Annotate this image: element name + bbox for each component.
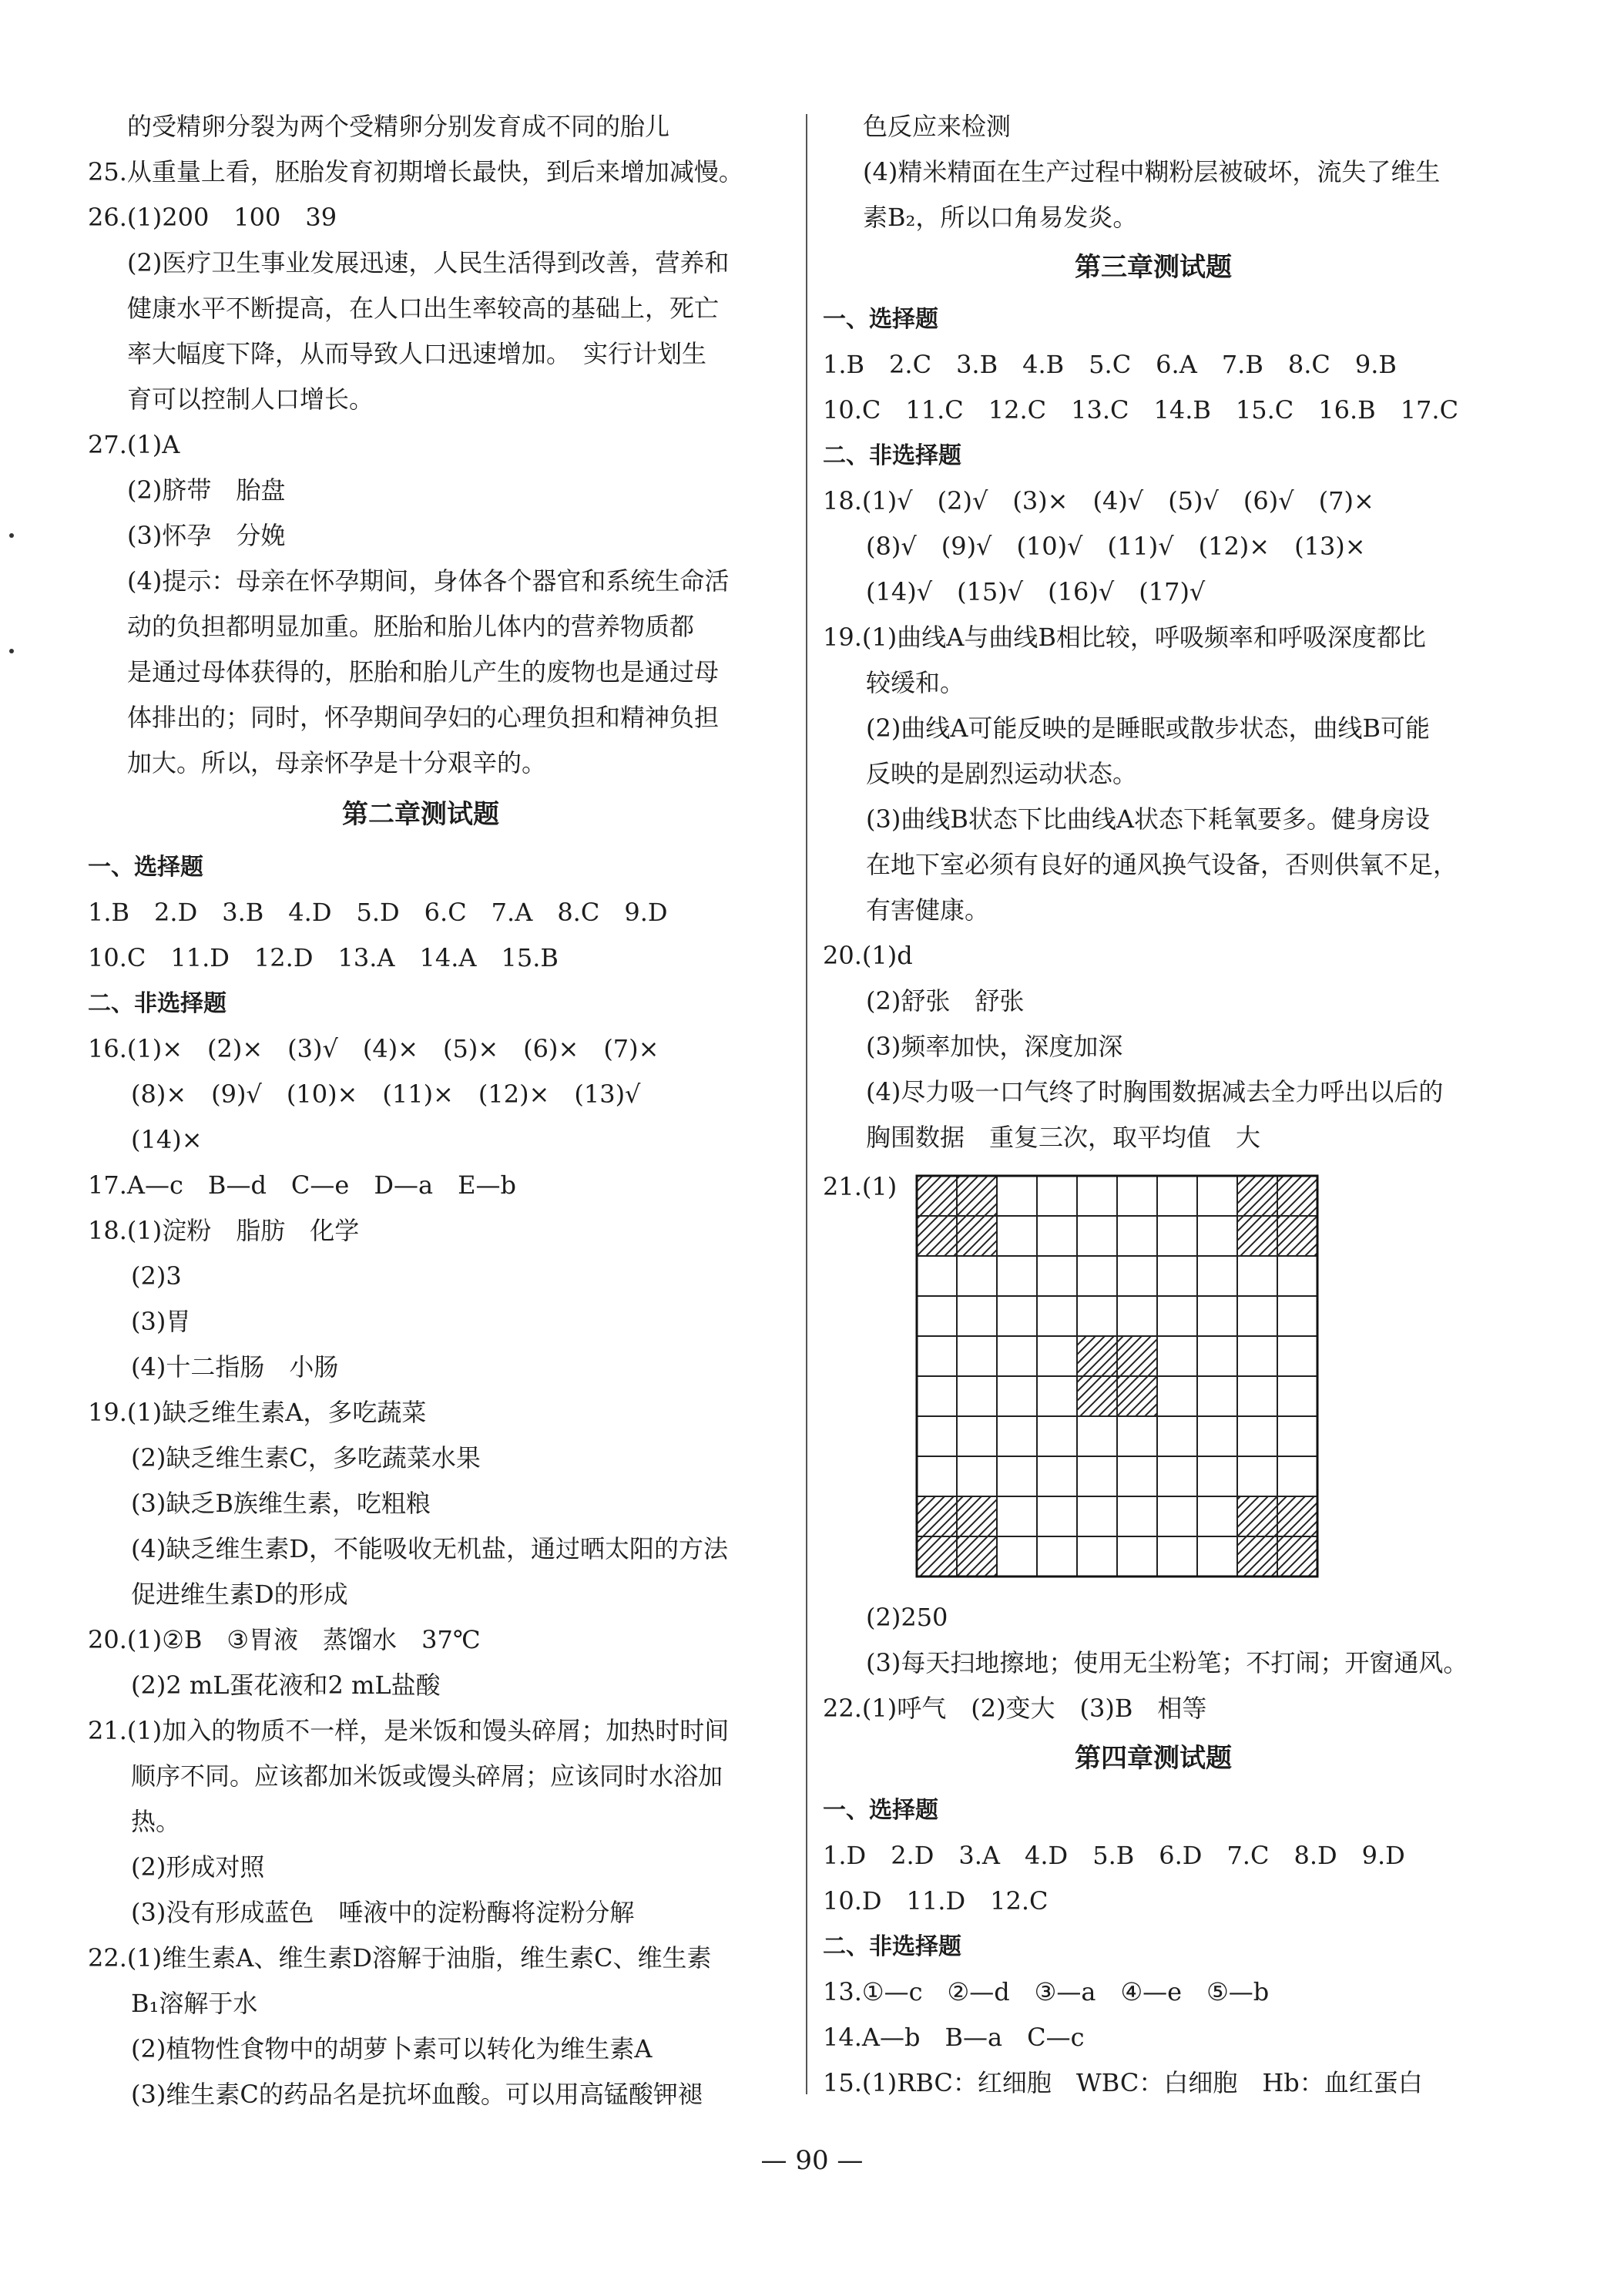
answer-line: (2)医疗卫生事业发展迅速，人民生活得到改善，营养和: [127, 248, 730, 277]
grid-cell: [997, 1496, 1037, 1536]
grid-cell: [997, 1256, 1037, 1296]
answer-line: 22.(1)维生素A、维生素D溶解于油脂，维生素C、维生素: [88, 1943, 712, 1973]
grid-cell: [1237, 1376, 1277, 1416]
answer-line: (2)2 mL蛋花液和2 mL盐酸: [131, 1670, 441, 1700]
grid-cell: [1117, 1216, 1157, 1256]
answer-line: 13.①—c ②—d ③—a ④—e ⑤—b: [823, 1977, 1270, 2006]
grid-cell-shaded: [957, 1496, 997, 1536]
grid-cell: [1117, 1296, 1157, 1336]
grid-cell: [1237, 1296, 1277, 1336]
grid-cell: [1117, 1496, 1157, 1536]
answer-line: (8)× (9)√ (10)× (11)× (12)× (13)√: [131, 1080, 641, 1109]
answer-line: 体排出的；同时，怀孕期间孕妇的心理负担和精神负担: [127, 703, 720, 732]
grid-svg: [915, 1174, 1324, 1583]
answer-line: 20.(1)②B ③胃液 蒸馏水 37℃: [88, 1625, 481, 1654]
answer-line: (3)每天扫地擦地；使用无尘粉笔；不打闹；开窗通风。: [866, 1648, 1468, 1677]
section-heading: 二、非选择题: [823, 1933, 961, 1960]
grid-cell: [1237, 1456, 1277, 1496]
grid-cell-shaded: [917, 1216, 957, 1256]
grid-cell: [1077, 1536, 1117, 1576]
grid-cell: [1277, 1336, 1317, 1376]
grid-cell-shaded: [957, 1536, 997, 1576]
answer-line: 22.(1)呼气 (2)变大 (3)B 相等: [823, 1694, 1207, 1723]
shaded-grid-figure: [915, 1174, 1324, 1589]
answer-line: 19.(1)缺乏维生素A，多吃蔬菜: [88, 1398, 427, 1427]
answer-line: (2)缺乏维生素C，多吃蔬菜水果: [131, 1443, 481, 1472]
grid-cell: [1157, 1176, 1197, 1216]
grid-cell-shaded: [957, 1176, 997, 1216]
grid-cell: [997, 1336, 1037, 1376]
grid-cell: [917, 1376, 957, 1416]
grid-cell: [1157, 1496, 1197, 1536]
answer-line: 较缓和。: [866, 668, 965, 697]
grid-cell: [1277, 1376, 1317, 1416]
grid-cell-shaded: [1077, 1376, 1117, 1416]
answer-line: (3)没有形成蓝色 唾液中的淀粉酶将淀粉分解: [131, 1898, 635, 1927]
answer-line: 19.(1)曲线A与曲线B相比较，呼吸频率和呼吸深度都比: [823, 623, 1426, 652]
grid-cell: [917, 1456, 957, 1496]
grid-cell: [1077, 1496, 1117, 1536]
grid-cell-shaded: [1277, 1176, 1317, 1216]
grid-cell: [1077, 1296, 1117, 1336]
grid-cell: [1197, 1496, 1237, 1536]
answer-line: (2)250: [866, 1603, 948, 1632]
grid-cell: [1157, 1336, 1197, 1376]
answer-line: (4)精米精面在生产过程中糊粉层被破坏，流失了维生: [863, 157, 1441, 186]
answer-line: 的受精卵分裂为两个受精卵分别发育成不同的胎儿: [127, 112, 670, 141]
answer-line: (3)怀孕 分娩: [127, 521, 286, 550]
grid-cell: [1157, 1456, 1197, 1496]
grid-cell: [1077, 1256, 1117, 1296]
answer-line: 顺序不同。应该都加米饭或馒头碎屑；应该同时水浴加: [131, 1761, 723, 1791]
answer-line: (3)缺乏B族维生素，吃粗粮: [131, 1489, 431, 1518]
grid-cell: [1157, 1376, 1197, 1416]
grid-cell: [997, 1456, 1037, 1496]
grid-cell-shaded: [1277, 1216, 1317, 1256]
grid-cell-shaded: [917, 1496, 957, 1536]
grid-cell-shaded: [1277, 1496, 1317, 1536]
answer-line: 21.(1): [823, 1172, 898, 1201]
answer-line: 10.C 11.D 12.D 13.A 14.A 15.B: [88, 943, 559, 972]
grid-cell: [1077, 1176, 1117, 1216]
grid-cell: [1037, 1336, 1077, 1376]
answer-line: (2)形成对照: [131, 1852, 265, 1882]
column-divider: [806, 114, 807, 2094]
grid-cell: [917, 1336, 957, 1376]
grid-cell-shaded: [917, 1176, 957, 1216]
grid-cell: [1197, 1336, 1237, 1376]
grid-cell: [997, 1376, 1037, 1416]
answer-line: (3)胃: [131, 1307, 191, 1336]
answer-line: (14)×: [131, 1125, 203, 1154]
grid-cell-shaded: [1237, 1496, 1277, 1536]
grid-cell: [1197, 1456, 1237, 1496]
answer-line: (2)脐带 胎盘: [127, 475, 286, 505]
grid-cell-shaded: [1237, 1536, 1277, 1576]
grid-cell: [1277, 1456, 1317, 1496]
answer-line: 有害健康。: [866, 895, 990, 925]
grid-cell: [1037, 1536, 1077, 1576]
answer-line: 17.A—c B—d C—e D—a E—b: [88, 1170, 516, 1200]
page-number: — 90 —: [760, 2145, 864, 2176]
grid-cell: [1157, 1216, 1197, 1256]
answer-line: 25.从重量上看，胚胎发育初期增长最快，到后来增加减慢。: [88, 157, 743, 186]
grid-cell-shaded: [1237, 1176, 1277, 1216]
answer-line: 热。: [131, 1807, 181, 1836]
grid-cell: [957, 1336, 997, 1376]
grid-cell: [1117, 1176, 1157, 1216]
chapter-heading: 第三章测试题: [1075, 252, 1232, 283]
answer-line: 素B₂，所以口角易发炎。: [863, 203, 1138, 232]
grid-cell: [957, 1416, 997, 1456]
grid-cell: [1117, 1456, 1157, 1496]
grid-cell: [997, 1416, 1037, 1456]
grid-cell: [997, 1536, 1037, 1576]
grid-cell-shaded: [1077, 1336, 1117, 1376]
answer-line: 1.D 2.D 3.A 4.D 5.B 6.D 7.C 8.D 9.D: [823, 1841, 1405, 1870]
answer-line: 1.B 2.D 3.B 4.D 5.D 6.C 7.A 8.C 9.D: [88, 898, 668, 927]
grid-cell: [1157, 1536, 1197, 1576]
grid-cell: [1277, 1256, 1317, 1296]
answer-line: (4)十二指肠 小肠: [131, 1352, 339, 1382]
answer-line: (2)曲线A可能反映的是睡眠或散步状态，曲线B可能: [866, 714, 1430, 743]
grid-cell: [1197, 1416, 1237, 1456]
answer-line: (3)维生素C的药品名是抗坏血酸。可以用高锰酸钾褪: [131, 2080, 703, 2109]
grid-cell-shaded: [1237, 1216, 1277, 1256]
grid-cell: [917, 1296, 957, 1336]
grid-cell: [1237, 1336, 1277, 1376]
grid-cell: [917, 1416, 957, 1456]
answer-line: 10.C 11.C 12.C 13.C 14.B 15.C 16.B 17.C: [823, 395, 1459, 425]
section-heading: 一、选择题: [823, 306, 938, 333]
grid-cell: [1077, 1416, 1117, 1456]
answer-line: 1.B 2.C 3.B 4.B 5.C 6.A 7.B 8.C 9.B: [823, 350, 1397, 379]
answer-line: 加大。所以，母亲怀孕是十分艰辛的。: [127, 748, 547, 777]
grid-cell: [1037, 1216, 1077, 1256]
grid-cell: [1197, 1536, 1237, 1576]
answer-line: 促进维生素D的形成: [131, 1580, 348, 1609]
chapter-heading: 第二章测试题: [342, 799, 499, 830]
grid-cell: [957, 1296, 997, 1336]
grid-cell-shaded: [1277, 1536, 1317, 1576]
answer-line: (3)曲线B状态下比曲线A状态下耗氧要多。健身房设: [866, 804, 1430, 834]
grid-cell: [1117, 1416, 1157, 1456]
answer-line: 健康水平不断提高，在人口出生率较高的基础上，死亡: [127, 294, 720, 323]
section-heading: 二、非选择题: [823, 442, 961, 469]
grid-cell: [997, 1216, 1037, 1256]
grid-cell: [1157, 1256, 1197, 1296]
grid-cell: [917, 1256, 957, 1296]
grid-cell: [1237, 1256, 1277, 1296]
answer-line: 率大幅度下降，从而导致人口迅速增加。 实行计划生: [127, 339, 707, 368]
grid-cell: [1037, 1176, 1077, 1216]
answer-line: (4)尽力吸一口气终了时胸围数据减去全力呼出以后的: [866, 1077, 1444, 1106]
section-heading: 一、选择题: [88, 854, 203, 881]
grid-cell-shaded: [1117, 1336, 1157, 1376]
answer-line: 18.(1)√ (2)√ (3)× (4)√ (5)√ (6)√ (7)×: [823, 486, 1374, 515]
grid-cell: [1077, 1216, 1117, 1256]
answer-line: (14)√ (15)√ (16)√ (17)√: [866, 577, 1206, 606]
grid-cell: [1037, 1416, 1077, 1456]
answer-line: (8)√ (9)√ (10)√ (11)√ (12)× (13)×: [866, 532, 1366, 561]
answer-line: (3)频率加快，深度加深: [866, 1032, 1123, 1061]
answer-line: 育可以控制人口增长。: [127, 384, 374, 414]
grid-cell: [1117, 1536, 1157, 1576]
answer-line: 16.(1)× (2)× (3)√ (4)× (5)× (6)× (7)×: [88, 1034, 659, 1063]
grid-cell: [1157, 1296, 1197, 1336]
answer-line: (2)植物性食物中的胡萝卜素可以转化为维生素A: [131, 2034, 653, 2063]
chapter-heading: 第四章测试题: [1075, 1743, 1232, 1774]
grid-cell: [1157, 1416, 1197, 1456]
grid-cell: [1197, 1216, 1237, 1256]
grid-cell-shaded: [917, 1536, 957, 1576]
grid-cell: [1037, 1296, 1077, 1336]
grid-cell: [1197, 1376, 1237, 1416]
grid-cell: [957, 1456, 997, 1496]
answer-line: 26.(1)200 100 39: [88, 203, 337, 232]
grid-cell: [957, 1376, 997, 1416]
answer-line: (2)3: [131, 1261, 182, 1291]
answer-line: 色反应来检测: [863, 112, 1012, 141]
section-heading: 一、选择题: [823, 1797, 938, 1824]
answer-line: 在地下室必须有良好的通风换气设备，否则供氧不足，: [866, 850, 1458, 879]
answer-line: B₁溶解于水: [131, 1989, 258, 2018]
answer-line: (4)提示：母亲在怀孕期间，身体各个器官和系统生命活: [127, 566, 730, 596]
grid-cell: [1117, 1256, 1157, 1296]
grid-cell: [1037, 1256, 1077, 1296]
answer-line: (4)缺乏维生素D，不能吸收无机盐，通过晒太阳的方法: [131, 1534, 728, 1563]
margin-dot: [9, 649, 14, 653]
answer-line: 14.A—b B—a C—c: [823, 2023, 1085, 2052]
grid-cell: [1237, 1416, 1277, 1456]
answer-line: 27.(1)A: [88, 430, 180, 459]
grid-cell-shaded: [1117, 1376, 1157, 1416]
section-heading: 二、非选择题: [88, 990, 226, 1017]
answer-line: 反映的是剧烈运动状态。: [866, 759, 1138, 788]
grid-cell: [1197, 1256, 1237, 1296]
answer-line: 动的负担都明显加重。胚胎和胎儿体内的营养物质都: [127, 612, 695, 641]
margin-dot: [9, 533, 14, 538]
grid-cell: [1197, 1296, 1237, 1336]
grid-cell: [1277, 1296, 1317, 1336]
grid-cell: [1037, 1456, 1077, 1496]
answer-line: 21.(1)加入的物质不一样，是米饭和馒头碎屑；加热时时间: [88, 1716, 730, 1745]
grid-cell-shaded: [957, 1216, 997, 1256]
grid-cell: [957, 1256, 997, 1296]
answer-line: 20.(1)d: [823, 941, 913, 970]
grid-cell: [1077, 1456, 1117, 1496]
grid-cell: [997, 1176, 1037, 1216]
answer-line: 18.(1)淀粉 脂肪 化学: [88, 1216, 360, 1245]
answer-line: 是通过母体获得的，胚胎和胎儿产生的废物也是通过母: [127, 657, 720, 687]
answer-line: 胸围数据 重复三次，取平均值 大: [866, 1123, 1261, 1152]
answer-line: 10.D 11.D 12.C: [823, 1886, 1049, 1916]
grid-cell: [1277, 1416, 1317, 1456]
grid-cell: [1037, 1376, 1077, 1416]
answer-line: 15.(1)RBC：红细胞 WBC：白细胞 Hb：血红蛋白: [823, 2068, 1423, 2097]
grid-cell: [1037, 1496, 1077, 1536]
answer-line: (2)舒张 舒张: [866, 986, 1025, 1016]
grid-cell: [997, 1296, 1037, 1336]
grid-cell: [1197, 1176, 1237, 1216]
